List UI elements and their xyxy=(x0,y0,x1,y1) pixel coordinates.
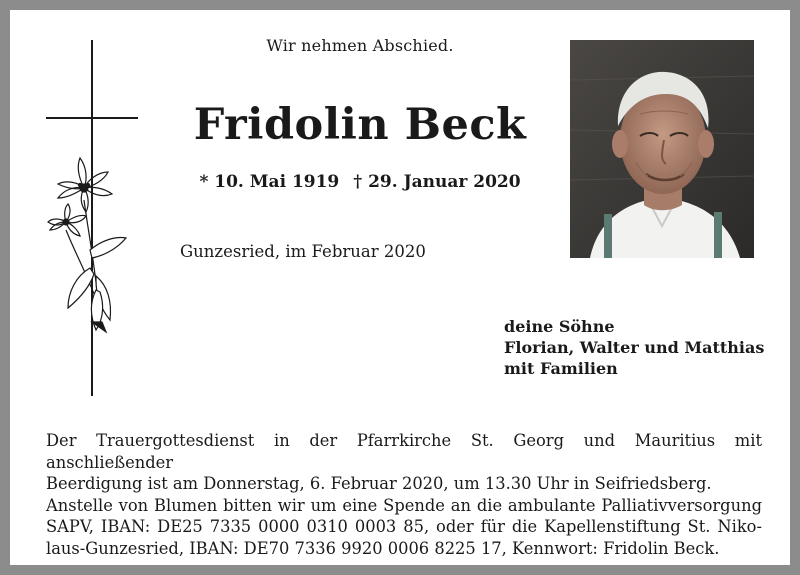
place-date: Gunzesried, im Februar 2020 xyxy=(180,242,426,261)
obituary-card xyxy=(10,10,790,565)
funeral-details xyxy=(46,430,762,560)
mourners-line: mit Familien xyxy=(504,359,618,378)
birth-date: * 10. Mai 1919 xyxy=(199,172,340,192)
details-line: laus-Gunzesried, IBAN: DE70 7336 9920 0006 8225 17, Kennwort: Fridolin Beck. xyxy=(46,538,720,558)
death-date: † 29. Januar 2020 xyxy=(353,172,521,192)
details-line: SAPV, IBAN: DE25 7335 0000 0310 0003 85, oder für die Kapellenstiftung St. Niko- xyxy=(46,517,762,537)
portrait-photo xyxy=(570,40,754,258)
mourners-block xyxy=(504,316,764,379)
details-line: Anstelle von Blumen bitten wir um eine Spende an die ambulante Palliativversorgung xyxy=(46,495,762,515)
mourners-line: deine Söhne xyxy=(504,317,615,336)
deceased-name: Fridolin Beck xyxy=(193,100,527,150)
intro-line: Wir nehmen Abschied. xyxy=(266,36,454,55)
obituary-frame xyxy=(10,10,790,565)
details-line: Der Trauergottesdienst in der Pfarrkirche St. Georg und Mauritius mit anschließender xyxy=(46,431,762,472)
mourners-line: Florian, Walter und Matthias xyxy=(504,338,765,357)
details-line: Beerdigung ist am Donnerstag, 6. Februar 2020, um 13.30 Uhr in Seifriedsberg. xyxy=(46,474,712,494)
cross-icon xyxy=(46,40,146,400)
